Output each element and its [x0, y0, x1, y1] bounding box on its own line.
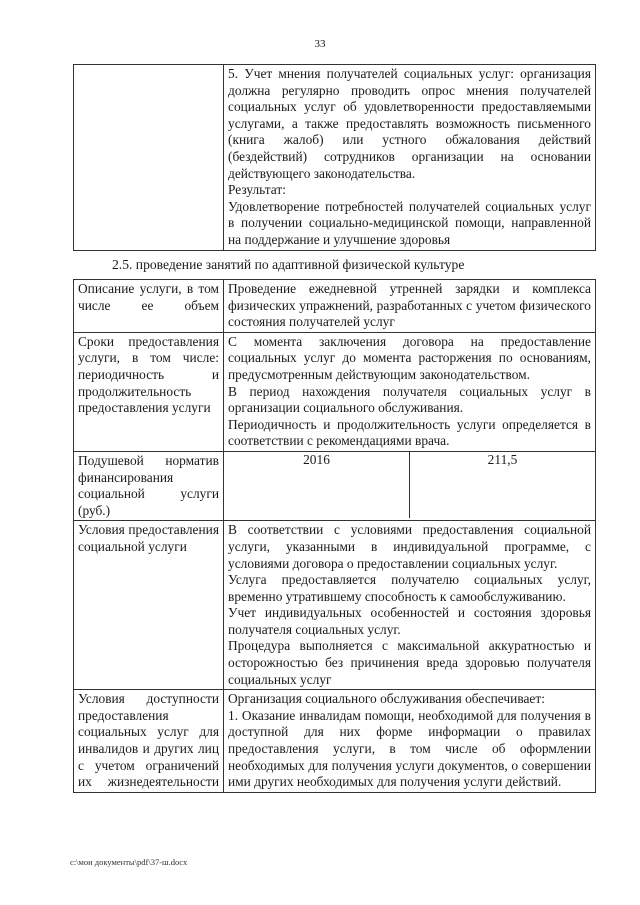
- result-paragraph: Удовлетворение потребностей получателей социальных услуг в получении социально-медицинской помощи, направленной на поддержание и улучшение здоровья: [228, 198, 591, 247]
- row-label-standard: Подушевой норматив финансирования социальной услуги (руб.): [74, 451, 224, 520]
- feedback-cell: [224, 65, 596, 251]
- table-row: [74, 65, 596, 251]
- row-label-terms: Сроки предоставления услуги, в том числе: периодичность и продолжительность предоставления услуги: [74, 332, 224, 451]
- table-row: [74, 332, 596, 451]
- row-value-conditions: [224, 521, 596, 690]
- conditions-paragraph: Учет индивидуальных особенностей и состояния здоровья получателя социальных услуг.: [228, 605, 591, 637]
- service-table: [73, 279, 596, 793]
- terms-paragraph: С момента заключения договора на предоставление социальных услуг до момента расторжения по основаниям, предусмотренным действующим законодательством.: [228, 333, 591, 382]
- terms-paragraph: В период нахождения получателя социальных услуг в организации социального обслуживания.: [228, 383, 591, 416]
- table-row: [74, 690, 596, 793]
- row-label-description: Описание услуги, в том числе ее объем: [74, 280, 224, 333]
- section-heading: 2.5. проведение занятий по адаптивной физической культуре: [112, 257, 465, 272]
- accessibility-paragraph: 1. Оказание инвалидам помощи, необходимой для получения в доступной для них форме информации о правилах предоставления услуги, в том числе об оформлении необходимых для получения услуги документов, о совершении ими других необходимых для получения услуги действий.: [228, 707, 591, 790]
- page-number: 33: [314, 38, 326, 50]
- table-row: [74, 521, 596, 690]
- table-row: [74, 280, 596, 333]
- table-row: [74, 451, 596, 520]
- row-label-conditions: Условия предоставления социальной услуги: [74, 521, 224, 690]
- row-value-standard: [224, 451, 596, 520]
- conditions-paragraph: Услуга предоставляется получателю социальных услуг, временно утратившему способность к самообслуживанию.: [228, 572, 591, 604]
- description-text: Проведение ежедневной утренней зарядки и комплекса физических упражнений, разработанных с учетом физического состояния получателей услуг: [228, 281, 591, 330]
- row-value-accessibility: [224, 690, 596, 793]
- result-label: Результат:: [228, 182, 286, 198]
- terms-paragraph: Периодичность и продолжительность услуги определяется в соответствии с рекомендациями врача.: [228, 416, 591, 449]
- standard-year: 2016: [224, 452, 410, 518]
- footer-file-path: c:\мои документы\pdf\37-ш.docx: [70, 857, 188, 867]
- empty-label-cell: [74, 65, 224, 251]
- standard-value: 211,5: [487, 451, 518, 467]
- conditions-paragraph: Процедура выполняется с максимальной аккуратностью и осторожностью без причинения вреда здоровью получателя социальных услуг: [228, 638, 591, 687]
- continuation-table: [73, 64, 596, 251]
- feedback-paragraph: 5. Учет мнения получателей социальных услуг: организация должна регулярно проводить опрос мнения получателей социальных услуг об удовлетворенности предоставляемыми услугами, а также предоставлять возможность письменного (книга жалоб) или устного обжалования действий (бездействий) сотрудников организации на основании действующего законодательства.: [228, 66, 591, 181]
- accessibility-paragraph: Организация социального обслуживания обеспечивает:: [228, 691, 545, 707]
- row-label-accessibility: Условия доступности предоставления социальных услуг для инвалидов и других лиц с учетом ограничений их жизнедеятельности: [74, 690, 224, 793]
- row-value-description: [224, 280, 596, 333]
- row-value-terms: [224, 332, 596, 451]
- conditions-paragraph: В соответствии с условиями предоставления социальной услуги, указанными в индивидуальной программе, с условиями договора о предоставлении социальных услуг.: [228, 522, 591, 571]
